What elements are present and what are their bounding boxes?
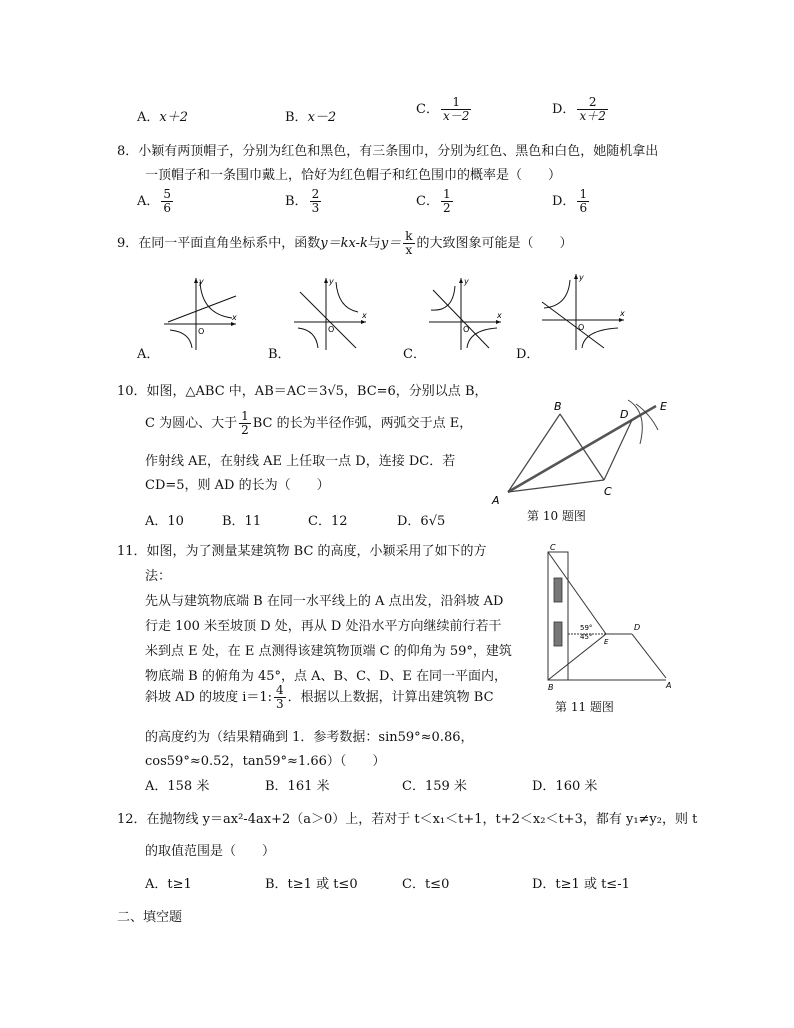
q10-stem-line-3: 作射线 AE，在射线 AE 上任取一点 D，连接 DC．若 <box>145 454 456 469</box>
svg-text:B: B <box>554 400 562 413</box>
svg-text:A: A <box>666 681 672 690</box>
q10-option-a: A．10 <box>145 514 184 529</box>
q10-option-b: B．11 <box>222 514 262 529</box>
q9-label-a: A． <box>137 347 160 362</box>
q12-stem-line-2: 的取值范围是（ ） <box>145 844 276 859</box>
q8-option-c: C． $\frac{1}{2}$ <box>416 187 451 215</box>
svg-text:O: O <box>328 325 335 334</box>
q9-graph-c <box>425 272 505 352</box>
svg-text:x: x <box>620 309 625 318</box>
svg-text:x: x <box>497 311 502 320</box>
q8-option-b: B． $\frac{2}{3}$ <box>285 187 320 215</box>
section-heading: 二、填空题 <box>117 910 183 925</box>
q8-stem-line-2: 一顶帽子和一条围巾戴上，恰好为红色帽子和红色围巾的概率是（ ） <box>145 168 562 183</box>
q10-stem-line-2: C 为圆心、大于 $\frac{1}{2}$ BC 的长为半径作弧，两弧交于点 E， <box>145 409 473 437</box>
q7-option-d: D． $\frac{2}{x+2}$ <box>552 95 606 123</box>
q10-stem-line-4: CD=5，则 AD 的长为（ ） <box>145 478 330 493</box>
q10-option-d: D．6√5 <box>397 514 446 529</box>
svg-text:y: y <box>579 273 584 282</box>
svg-text:y: y <box>199 277 204 286</box>
svg-text:O: O <box>463 325 470 334</box>
q10-caption: 第 10 题图 <box>527 509 586 523</box>
q9-stem: 9．在同一平面直角坐标系中，函数y＝kx-k与y＝ $\frac{k}{x}$ 的大致图象可能是（ ） <box>117 229 573 257</box>
q9-graph-a <box>160 272 240 352</box>
q7-option-c: C． $\frac{1}{x-2}$ <box>416 95 470 123</box>
q9-graph-d <box>538 268 628 352</box>
svg-text:C: C <box>604 485 612 498</box>
q11-stem-line-4: 行走 100 米至坡顶 D 处，再从 D 处沿水平方向继续前行若干 <box>145 619 502 634</box>
q11-stem-line-2: 法： <box>145 569 172 584</box>
svg-text:D: D <box>634 623 641 632</box>
q9-label-b: B． <box>268 347 291 362</box>
svg-text:x: x <box>232 313 237 322</box>
q12-option-b: B．t≥1 或 t≤0 <box>265 877 358 892</box>
q11-option-a: A．158 米 <box>145 779 210 794</box>
q11-option-d: D．160 米 <box>532 779 598 794</box>
svg-text:y: y <box>464 277 469 286</box>
q7-option-b: B．x－2 <box>285 110 337 125</box>
fraction: $\frac{2}{x+2}$ <box>579 95 606 123</box>
q11-stem-line-7: 斜坡 AD 的坡度 i＝1: $\frac{4}{3}$ ．根据以上数据，计算出建筑物 BC <box>145 683 494 711</box>
q8-option-d: D． $\frac{1}{6}$ <box>552 187 588 215</box>
q11-stem-line-5: 米到点 E 处，在 E 点测得该建筑物顶端 C 的仰角为 59°，建筑 <box>145 644 512 659</box>
svg-text:E: E <box>604 638 609 646</box>
q11-stem-line-3: 先从与建筑物底端 B 在同一水平线上的 A 点出发，沿斜坡 AD <box>145 594 504 609</box>
svg-text:45°: 45° <box>580 633 593 641</box>
q9-label-d: D． <box>516 347 540 362</box>
q11-figure <box>540 540 680 690</box>
q11-stem-line-9: cos59°≈0.52，tan59°≈1.66）（ ） <box>145 754 386 769</box>
svg-text:D: D <box>620 408 629 421</box>
q11-stem-line-1: 11．如图，为了测量某建筑物 BC 的高度，小颖采用了如下的方 <box>117 544 487 559</box>
svg-text:O: O <box>198 327 205 336</box>
q11-stem-line-8: 的高度约为（结果精确到 1．参考数据：sin59°≈0.86， <box>145 730 474 745</box>
q12-option-a: A．t≥1 <box>145 877 192 892</box>
q9-label-c: C． <box>403 347 426 362</box>
q12-option-c: C．t≤0 <box>402 877 450 892</box>
q7-option-a: A．x＋2 <box>137 110 188 125</box>
svg-text:y: y <box>329 277 334 286</box>
q10-option-c: C．12 <box>308 514 348 529</box>
svg-text:x: x <box>362 311 367 320</box>
q11-option-c: C．159 米 <box>402 779 467 794</box>
svg-text:A: A <box>492 494 500 507</box>
q11-stem-line-6: 物底端 B 的俯角为 45°，点 A、B、C、D、E 在同一平面内， <box>145 669 508 684</box>
q9-graph-b <box>290 272 370 352</box>
svg-text:B: B <box>548 683 554 690</box>
svg-text:E: E <box>660 400 667 413</box>
q11-caption: 第 11 题图 <box>555 700 614 714</box>
svg-text:59°: 59° <box>580 624 593 632</box>
q11-option-b: B．161 米 <box>265 779 330 794</box>
q8-option-a: A． $\frac{5}{6}$ <box>137 187 172 215</box>
q10-stem-line-1: 10．如图，△ABC 中，AB＝AC＝3√5，BC=6，分别以点 B， <box>117 384 488 399</box>
q12-option-d: D．t≥1 或 t≤-1 <box>532 877 630 892</box>
q10-figure <box>480 392 680 510</box>
q8-stem-line-1: 8．小颖有两顶帽子，分别为红色和黑色，有三条围巾，分别为红色、黑色和白色，她随机拿出 <box>117 144 659 159</box>
fraction: $\frac{1}{x-2}$ <box>442 95 470 123</box>
q12-stem-line-1: 12．在抛物线 y＝ax²-4ax+2（a＞0）上，若对于 t＜x₁＜t+1，t+2＜x₂＜t+3，都有 y₁≠y₂，则 t <box>117 812 698 827</box>
svg-text:O: O <box>578 323 585 332</box>
svg-text:C: C <box>550 543 556 552</box>
